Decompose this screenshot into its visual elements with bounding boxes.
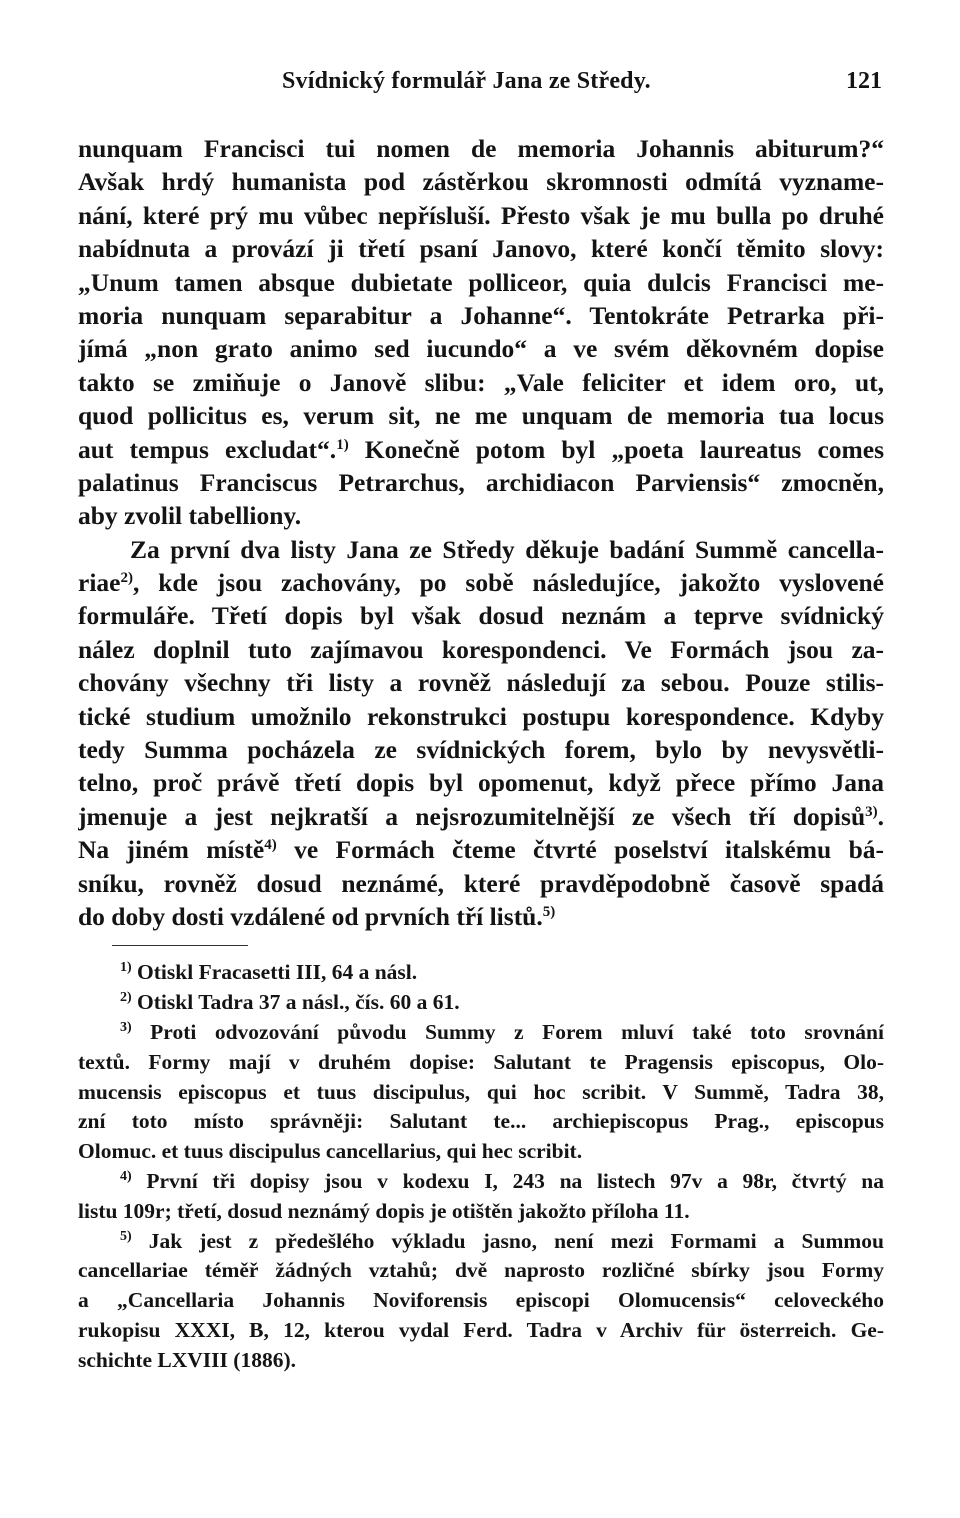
footnotes <box>78 958 884 1375</box>
footnote-5 <box>78 1227 884 1257</box>
book-page <box>78 62 884 1376</box>
footnote-mark: 4) <box>120 1168 132 1184</box>
footnote-mark: 3) <box>120 1019 132 1035</box>
text-fragment: . <box>877 801 884 831</box>
text-line <box>78 833 884 866</box>
text-line <box>78 566 884 599</box>
text-line <box>78 900 884 933</box>
text-line: nání, které prý mu vůbec nepřísluší. Přesto však je mu bulla po druhé <box>78 200 884 230</box>
text-fragment: riae <box>78 568 121 598</box>
text-line: aby zvolil tabelliony. <box>78 501 302 531</box>
text-fragment: , kde jsou zachovány, po sobě následujíce, jakožto vyslovené <box>132 568 884 598</box>
footnote-text: Otiskl Tadra 37 a násl., čís. 60 a 61. <box>131 990 460 1015</box>
text-line: Za první dva listy Jana ze Středy děkuje badání Summě cancella- <box>130 534 884 564</box>
text-line <box>78 800 884 833</box>
footnote-line: zní toto místo správněji: Salutant te... archiepiscopus Prag., episcopus <box>78 1109 884 1134</box>
text-fragment: jmenuje a jest nejkratší a nejsrozumitelnější ze všech tří dopisů <box>78 801 866 831</box>
footnote-line: schichte LXVIII (1886). <box>78 1347 296 1372</box>
text-line: palatinus Franciscus Petrarchus, archidiacon Parviensis“ zmocněn, <box>78 467 884 497</box>
footnote-mark: 5) <box>120 1228 132 1244</box>
text-fragment: Konečně potom byl „poeta laureatus comes <box>348 434 884 464</box>
footnote-text: Proti odvozování původu Summy z Forem mluví také toto srovnání <box>131 1019 884 1044</box>
text-line: nabídnuta a provází ji třetí psaní Janovo, které končí těmito slovy: <box>78 234 884 264</box>
footnote-ref: 5) <box>542 903 556 920</box>
footnote-line: textů. Formy mají v druhém dopise: Salutant te Pragensis episcopus, Olo- <box>78 1049 884 1074</box>
footnote-ref: 3) <box>865 803 878 820</box>
footnote-text: První tři dopisy jsou v kodexu I, 243 na listech 97v a 98r, čtvrtý na <box>131 1168 884 1193</box>
footnote-text: Jak jest z předešlého výkladu jasno, není mezi Formami a Summou <box>131 1228 884 1253</box>
footnote-line: Olomuc. et tuus discipulus cancellarius, qui hec scribit. <box>78 1139 583 1164</box>
text-line: quod pollicitus es, verum sit, ne me unquam de memoria tua locus <box>78 401 884 431</box>
page-number: 121 <box>846 68 882 94</box>
footnote-line: listu 109r; třetí, dosud neznámý dopis je otištěn jakožto příloha 11. <box>78 1198 690 1223</box>
running-head <box>78 62 884 102</box>
running-title: Svídnický formulář Jana ze Středy. <box>282 68 651 94</box>
footnote-line: a „Cancellaria Johannis Noviforensis episcopi Olomucensis“ celoveckého <box>78 1288 884 1313</box>
footnote-2 <box>78 988 884 1018</box>
text-line: tedy Summa pocházela ze svídnických forem, bylo by nevysvětli- <box>78 735 884 765</box>
text-fragment: Na jiném místě <box>78 835 265 865</box>
footnote-mark: 2) <box>120 990 132 1006</box>
text-line: formuláře. Třetí dopis byl však dosud neznám a teprve svídnický <box>78 601 884 631</box>
footnote-ref: 2) <box>120 570 133 587</box>
text-line: tické studium umožnilo rekonstrukci postupu korespondence. Kdyby <box>78 701 884 731</box>
text-line: nález doplnil tuto zajímavou korespondenci. Ve Formách jsou za- <box>78 634 884 664</box>
footnote-ref: 1) <box>336 436 349 453</box>
text-line: „Unum tamen absque dubietate polliceor, quia dulcis Francisci me- <box>78 267 884 297</box>
text-fragment: aut tempus excludat“. <box>78 434 337 464</box>
footnote-line: rukopisu XXXI, B, 12, kterou vydal Ferd. Tadra v Archiv für österreich. Ge- <box>78 1317 884 1342</box>
text-fragment: ve Formách čteme čtvrté poselství italskému bá- <box>276 835 884 865</box>
footnote-line: mucensis episcopus et tuus discipulus, qui hoc scribit. V Summě, Tadra 38, <box>78 1079 884 1104</box>
text-line <box>78 433 884 466</box>
footnote-4 <box>78 1167 884 1197</box>
text-line: moria nunquam separabitur a Johanne“. Tentokráte Petrarka při- <box>78 300 884 330</box>
text-line: chovány všechny tři listy a rovněž následují za sebou. Pouze stilis- <box>78 668 884 698</box>
footnote-rule <box>112 945 248 946</box>
footnote-ref: 4) <box>264 837 277 854</box>
text-line: takto se zmiňuje o Janově slibu: „Vale feliciter et idem oro, ut, <box>78 367 884 397</box>
text-line: jímá „non grato animo sed iucundo“ a ve svém děkovném dopise <box>78 334 884 364</box>
text-line: telno, proč právě třetí dopis byl opomenut, když přece přímo Jana <box>78 768 884 798</box>
footnote-mark: 1) <box>120 960 132 976</box>
footnote-line: cancellariae téměř žádných vztahů; dvě naprosto rozličné sbírky jsou Formy <box>78 1258 884 1283</box>
footnote-3 <box>78 1018 884 1048</box>
text-fragment: do doby dosti vzdálené od prvních tří listů. <box>78 901 543 931</box>
body-text <box>78 132 884 933</box>
text-line: nunquam Francisci tui nomen de memoria Johannis abiturum?“ <box>78 134 884 163</box>
footnote-text: Otiskl Fracasetti III, 64 a násl. <box>131 960 418 985</box>
text-line: sníku, rovněž dosud neznámé, které pravděpodobně časově spadá <box>78 868 884 898</box>
text-line: Avšak hrdý humanista pod zástěrkou skromnosti odmítá vyzname- <box>78 167 884 197</box>
footnote-1 <box>78 958 884 988</box>
